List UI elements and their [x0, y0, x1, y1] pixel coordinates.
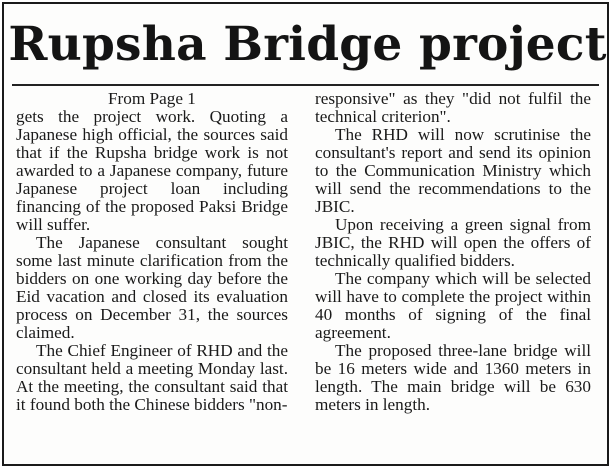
headline: Rupsha Bridge project [8, 17, 607, 72]
article-paragraph: gets the project work. Quoting a Japanese high official, the sources said that if the Rupsha bridge work is not awarded to a Japanese company, future Japanese project loan including financing of the proposed Paksi Bridge will suffer. [16, 107, 288, 234]
headline-rule [12, 84, 599, 86]
article-column-right [315, 90, 591, 414]
article-paragraph: The proposed three-lane bridge will be 16 meters wide and 1360 meters in length. The main bridge will be 630 meters in length. [315, 341, 591, 414]
article-paragraph: The Chief Engineer of RHD and the consultant held a meeting Monday last. At the meeting, the consultant said that it found both the Chinese bidders "non- [16, 341, 288, 414]
article-paragraph: The Japanese consultant sought some last minute clarification from the bidders on one working day before the Eid vacation and closed its evaluation process on December 31, the sources claimed. [16, 233, 288, 342]
article-paragraph: Upon receiving a green signal from JBIC, the RHD will open the offers of technically qualified bidders. [315, 215, 591, 270]
article-paragraph: responsive" as they "did not fulfil the technical criterion". [315, 89, 591, 126]
jump-line: From Page 1 [108, 89, 196, 108]
article-paragraph: The RHD will now scrutinise the consultant's report and send its opinion to the Communication Ministry which will send the recommendations to the JBIC. [315, 125, 591, 216]
news-clipping [2, 2, 609, 466]
article-paragraph: The company which will be selected will have to complete the project within 40 months of signing of the final agreement. [315, 269, 591, 342]
article-column-left [16, 90, 288, 414]
